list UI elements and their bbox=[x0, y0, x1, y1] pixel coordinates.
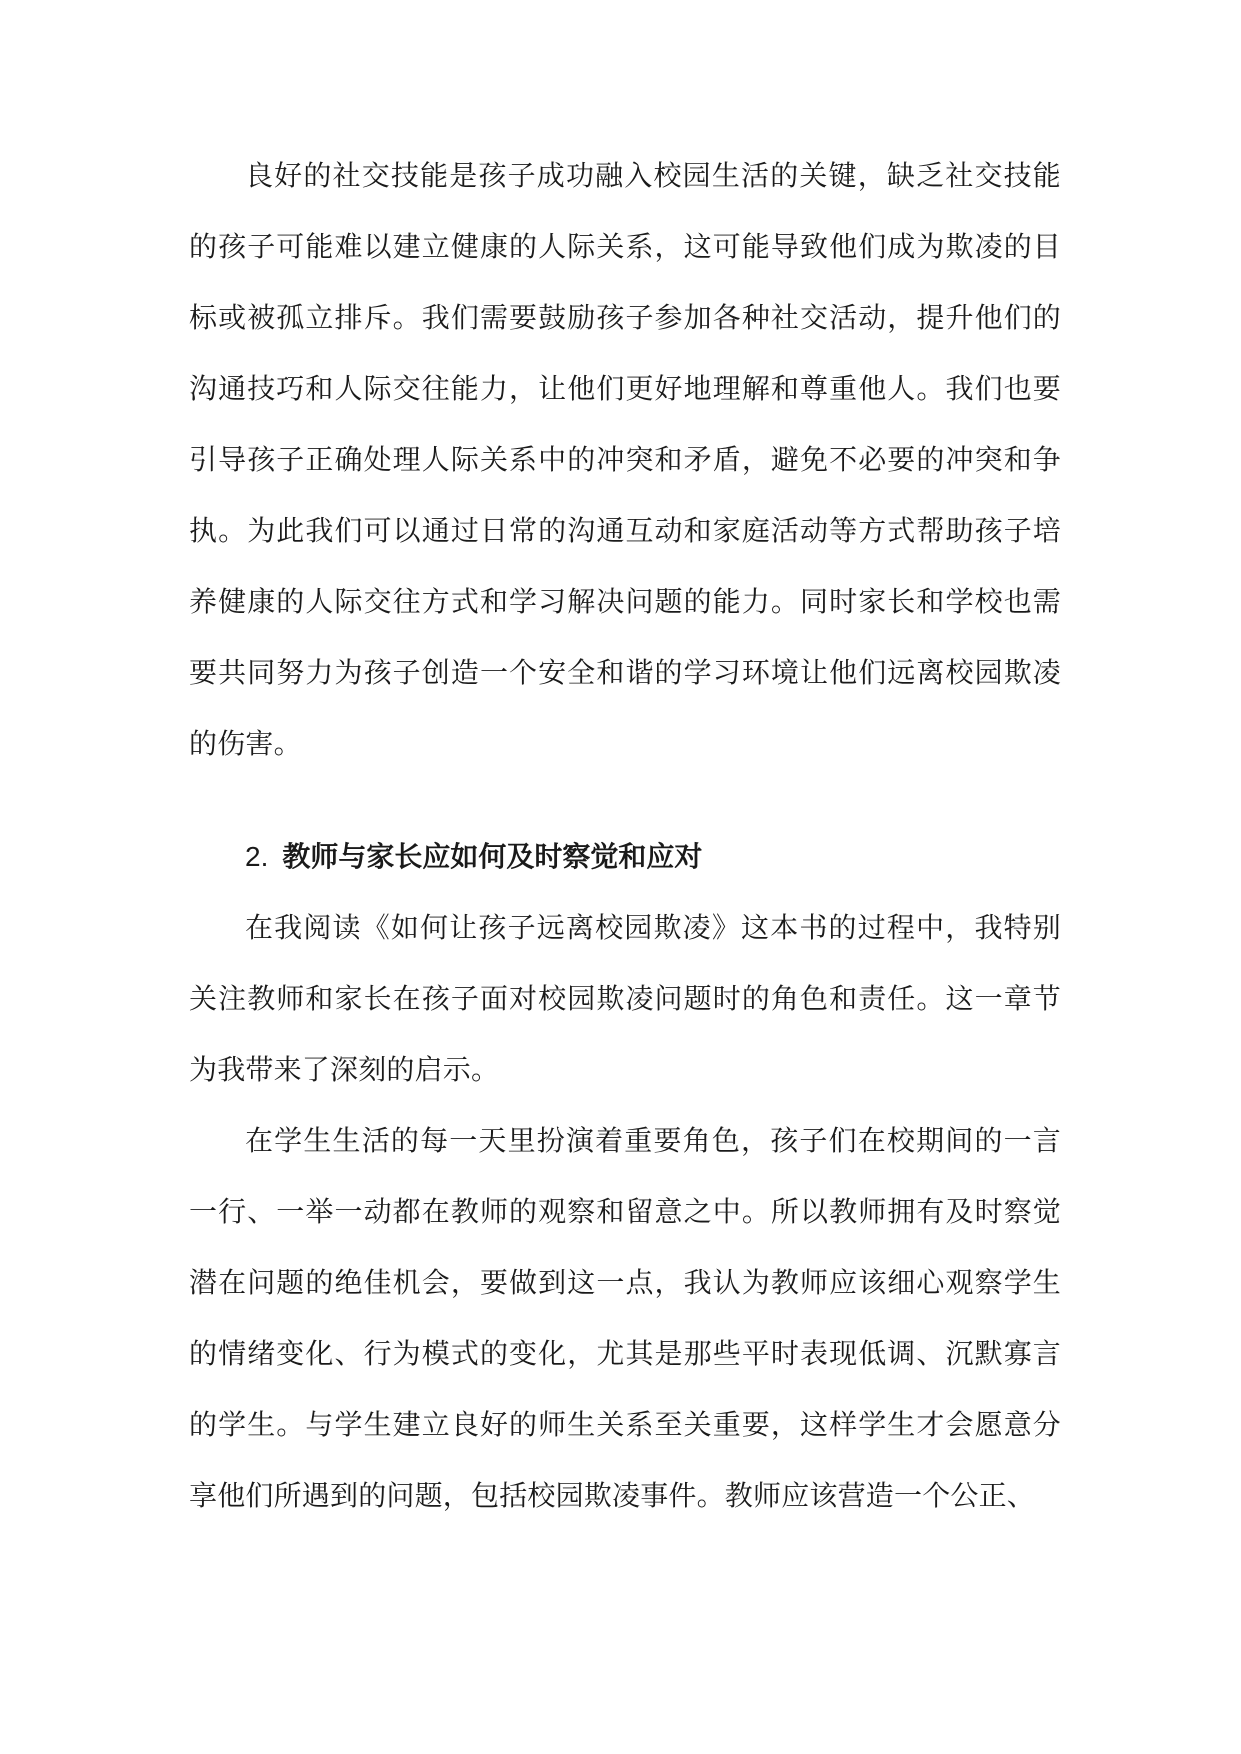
paragraph-teacher-role: 在学生生活的每一天里扮演着重要角色，孩子们在校期间的一言一行、一举一动都在教师的观察和留意之中。所以教师拥有及时察觉潜在问题的绝佳机会，要做到这一点，我认为教师应该细心观察学生的情绪变化、行为模式的变化，尤其是那些平时表现低调、沉默寡言的学生。与学生建立良好的师生关系至关重要，这样学生才会愿意分享他们所遇到的问题，包括校园欺凌事件。教师应该营造一个公正、 bbox=[189, 1124, 1061, 1512]
section-title: 教师与家长应如何及时察觉和应对 bbox=[282, 840, 703, 873]
paragraph-reading-intro: 在我阅读《如何让孩子远离校园欺凌》这本书的过程中，我特别关注教师和家长在孩子面对校园欺凌问题时的角色和责任。这一章节为我带来了深刻的启示。 bbox=[189, 911, 1061, 1086]
paragraph-social-skills: 良好的社交技能是孩子成功融入校园生活的关键，缺乏社交技能的孩子可能难以建立健康的人际关系，这可能导致他们成为欺凌的目标或被孤立排斥。我们需要鼓励孩子参加各种社交活动，提升他们的沟通技巧和人际交往能力，让他们更好地理解和尊重他人。我们也要引导孩子正确处理人际关系中的冲突和矛盾，避免不必要的冲突和争执。为此我们可以通过日常的沟通互动和家庭活动等方式帮助孩子培养健康的人际交往方式和学习解决问题的能力。同时家长和学校也需要共同努力为孩子创造一个安全和谐的学习环境让他们远离校园欺凌的伤害。 bbox=[189, 159, 1061, 760]
section-heading bbox=[189, 821, 1061, 892]
document-body bbox=[189, 140, 1061, 1531]
section-number: 2. bbox=[245, 841, 269, 872]
